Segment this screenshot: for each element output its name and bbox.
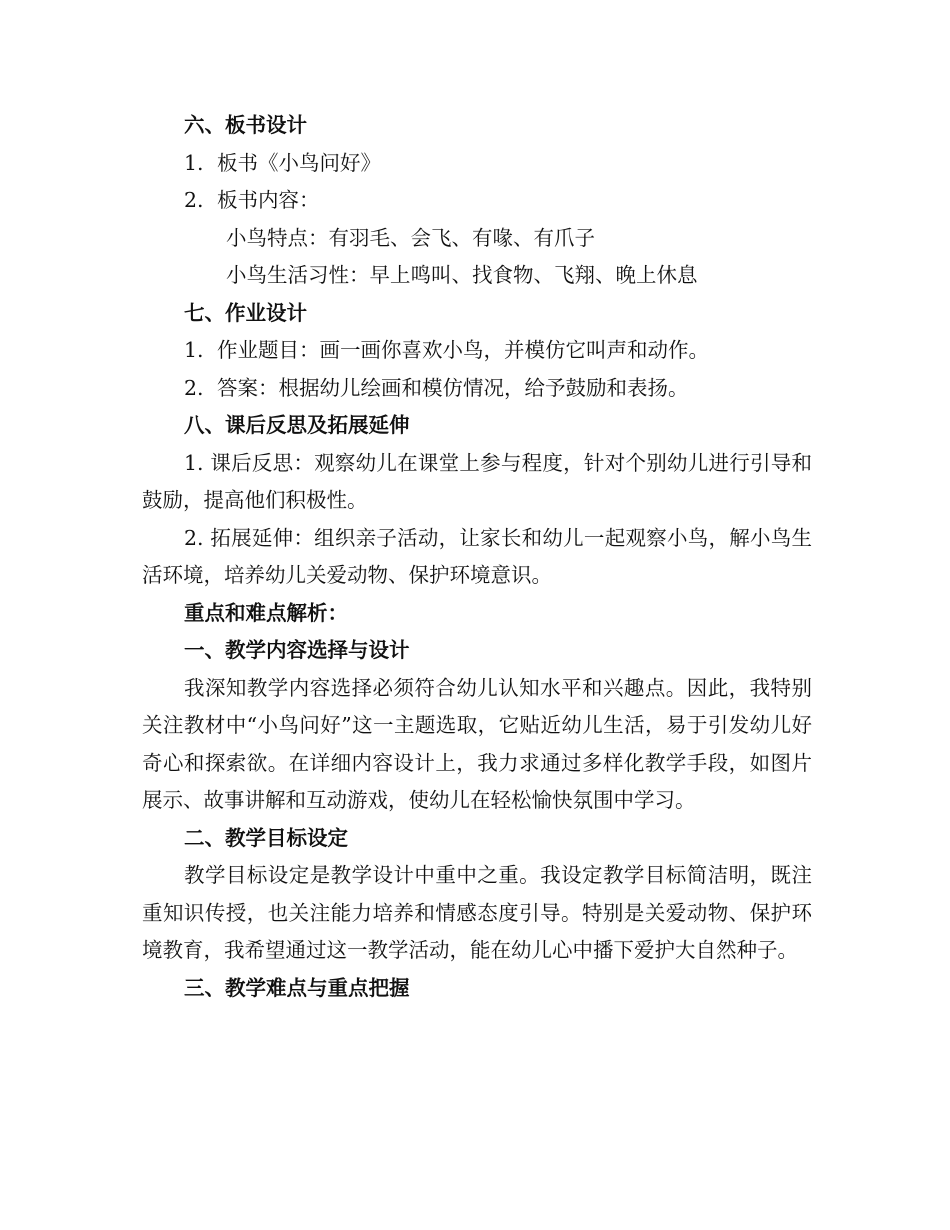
document-body (142, 107, 812, 1007)
list-item (142, 370, 812, 408)
list-number: 2. (184, 375, 204, 400)
list-number: 2. (184, 188, 204, 212)
list-text: 板书内容： (217, 188, 320, 212)
section-heading-reflection: 八、课后反思及拓展延伸 (184, 413, 410, 437)
board-content-line: 小鸟生活习性：早上鸣叫、找食物、飞翔、晚上休息 (226, 263, 698, 287)
paragraph-goals: 教学目标设定是教学设计中重中之重。我设定教学目标简洁明，既注重知识传授，也关注能力培养和情感态度引导。特别是关爱动物、保护环境教育，我希望通过这一教学活动，能在幼儿心中播下爱护大自然种子。 (142, 863, 812, 962)
list-item (142, 145, 812, 183)
paragraph-content-design: 我深知教学内容选择必须符合幼儿认知水平和兴趣点。因此，我特别关注教材中“小鸟问好”这一主题选取，它贴近幼儿生活，易于引发幼儿好奇心和探索欲。在详细内容设计上，我力求通过多样化教学手段，如图片展示、故事讲解和互动游戏，使幼儿在轻松愉快氛围中学习。 (142, 675, 812, 812)
list-number: 1. (184, 338, 204, 362)
section-heading-analysis: 重点和难点解析： (184, 600, 348, 625)
section-heading-homework: 七、作业设计 (184, 300, 307, 325)
list-item (142, 182, 812, 220)
subsection-heading-goals: 二、教学目标设定 (184, 825, 348, 850)
section-heading-board-design: 六、板书设计 (184, 113, 307, 137)
paragraph-extension: 2. 拓展延伸：组织亲子活动，让家长和幼儿一起观察小鸟，解小鸟生活环境，培养幼儿关爱动物、保护环境意识。 (142, 525, 812, 587)
list-item (142, 332, 812, 370)
board-content-line: 小鸟特点：有羽毛、会飞、有喙、有爪子 (226, 225, 595, 250)
list-number: 1. (184, 150, 204, 175)
list-text: 板书《小鸟问好》 (217, 150, 381, 175)
list-text: 作业题目：画一画你喜欢小鸟，并模仿它叫声和动作。 (217, 338, 709, 362)
list-text: 答案：根据幼儿绘画和模仿情况，给予鼓励和表扬。 (217, 375, 689, 400)
paragraph-reflection: 1. 课后反思：观察幼儿在课堂上参与程度，针对个别幼儿进行引导和鼓励，提高他们积极性。 (142, 450, 812, 512)
subsection-heading-content: 一、教学内容选择与设计 (184, 638, 410, 662)
subsection-heading-difficulties: 三、教学难点与重点把握 (184, 975, 410, 1000)
